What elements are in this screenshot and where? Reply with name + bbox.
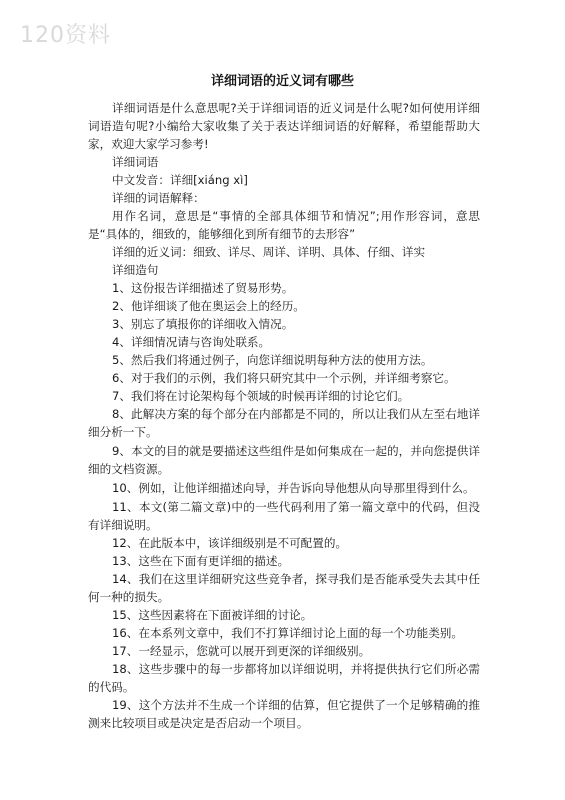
examples-heading: 详细造句 — [112, 263, 159, 277]
example-sentence: 18、这些步骤中的每一步都将加以详细说明，并将提供执行它们所必需的代码。 — [88, 662, 480, 694]
example-sentence: 6、对于我们的示例，我们将只研究其中一个示例，并详细考察它。 — [112, 371, 456, 385]
example-sentence: 1、这份报告详细描述了贸易形势。 — [112, 281, 294, 295]
example-sentence: 7、我们将在讨论架构每个领域的时候再详细的讨论它们。 — [112, 389, 410, 403]
example-sentence: 2、他详细谈了他在奥运会上的经历。 — [112, 299, 305, 313]
intro-paragraph: 详细词语是什么意思呢?关于详细词语的近义词是什么呢?如何使用详细词语造句呢?小编给大家收集了关于表达详细词语的好解释，希望能帮助大家，欢迎大家学习参考! — [88, 101, 480, 151]
definition-heading: 详细的词语解释： — [112, 191, 205, 205]
example-sentence: 14、我们在这里详细研究这些竞争者，探寻我们是否能承受失去其中任何一种的损失。 — [88, 572, 480, 604]
example-sentence: 13、这些在下面有更详细的描述。 — [112, 554, 290, 568]
definition-paragraph: 用作名词，意思是“事情的全部具体细节和情况”;用作形容词，意思是“具体的，细致的，能够细化到所有细节的去形容” — [88, 209, 480, 241]
example-sentence: 17、一经显示，您就可以展开到更深的详细级别。 — [112, 644, 371, 658]
example-sentence: 3、别忘了填报你的详细收入情况。 — [112, 317, 294, 331]
example-sentence: 12、在此版本中，该详细级别是不可配置的。 — [112, 536, 348, 550]
synonyms-line: 详细的近义词：细致、详尽、周详、详明、具体、仔细、详实 — [112, 245, 426, 259]
pronunciation-line: 中文发音：详细[xiáng xì] — [112, 173, 248, 187]
example-sentence: 8、此解决方案的每个部分在内部都是不同的，所以让我们从左至右地详细分析一下。 — [88, 407, 480, 439]
document-body — [88, 99, 480, 732]
watermark-logo: 120资料 — [20, 23, 111, 48]
section-heading: 详细词语 — [112, 155, 159, 169]
example-sentence: 19、这个方法并不生成一个详细的估算，但它提供了一个足够精确的推测来比较项目或是决定是否启动一个项目。 — [88, 698, 480, 730]
example-sentence: 4、详细情况请与咨询处联系。 — [112, 335, 271, 349]
example-sentence: 10、例如，让他详细描述向导，并告诉向导他想从向导那里得到什么。 — [112, 481, 475, 495]
example-sentence: 16、在本系列文章中，我们不打算详细讨论上面的每一个功能类别。 — [112, 626, 463, 640]
example-sentence: 11、本文(第二篇文章)中的一些代码利用了第一篇文章中的代码，但没有详细说明。 — [88, 500, 480, 532]
example-sentence: 5、然后我们将通过例子，向您详细说明每种方法的使用方法。 — [112, 353, 433, 367]
example-sentence: 15、这些因素将在下面被详细的讨论。 — [112, 608, 313, 622]
document-title: 详细词语的近义词有哪些 — [210, 74, 354, 89]
example-sentence: 9、本文的目的就是要描述这些组件是如何集成在一起的，并向您提供详细的文档资源。 — [88, 444, 480, 476]
